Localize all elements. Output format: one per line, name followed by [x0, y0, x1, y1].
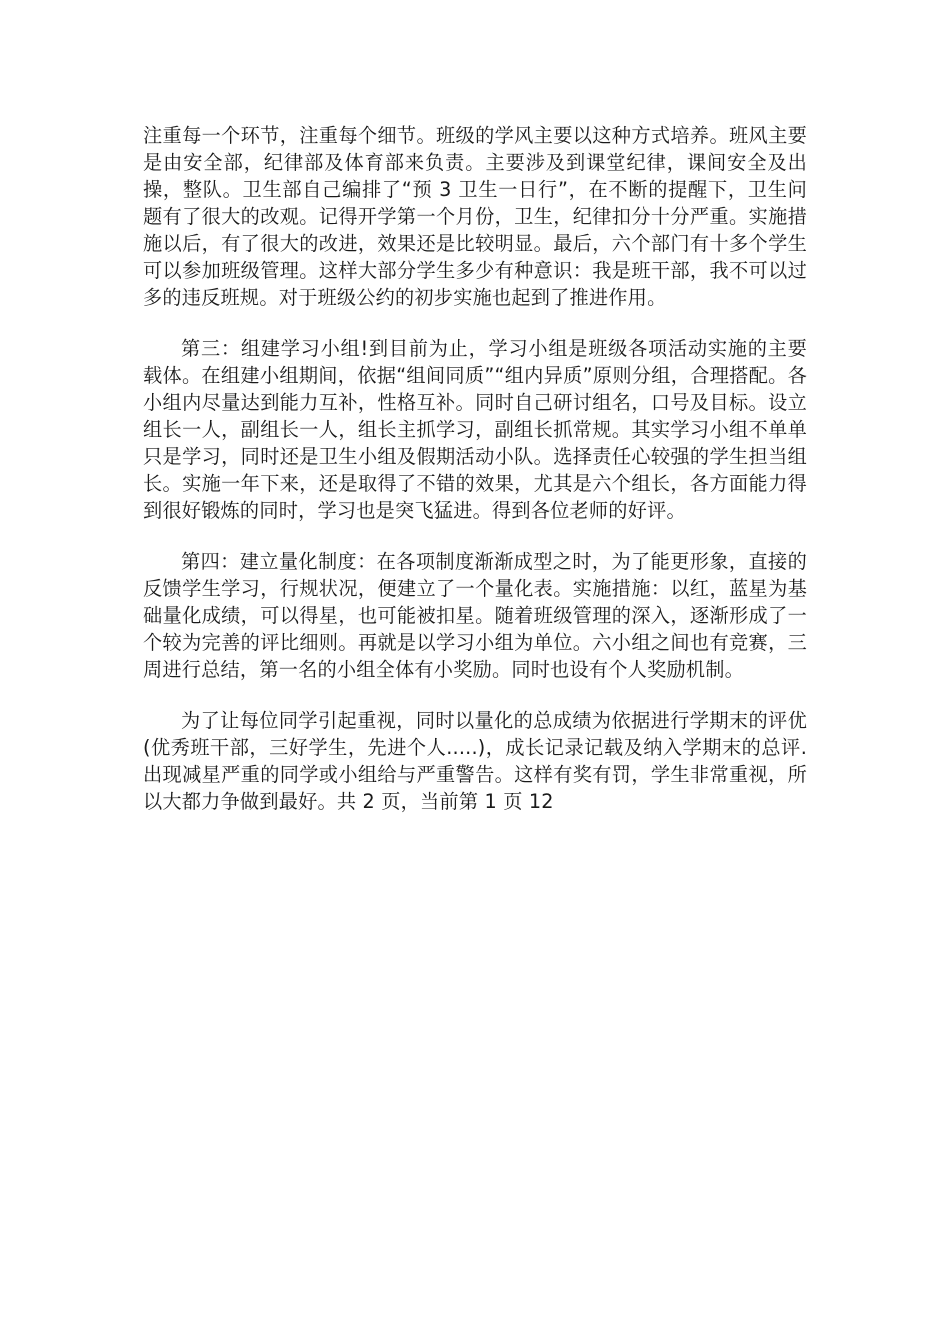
- paragraph-quantified-system: 第四：建立量化制度：在各项制度渐渐成型之时，为了能更形象，直接的反馈学生学习，行规状况，便建立了一个量化表。实施措施：以红，蓝星为基础量化成绩，可以得星，也可能被扣星。随着班级管理的深入，逐渐形成了一个较为完善的评比细则。再就是以学习小组为单位。六小组之间也有竞赛，三周进行总结，第一名的小组全体有小奖励。同时也设有个人奖励机制。: [143, 550, 807, 681]
- paragraph-study-groups: 第三：组建学习小组!到目前为止，学习小组是班级各项活动实施的主要载体。在组建小组期间，依据“组间同质”“组内异质”原则分组，合理搭配。各小组内尽量达到能力互补，性格互补。同时自己研讨组名，口号及目标。设立组长一人，副组长一人，组长主抓学习，副组长抓常规。其实学习小组不单单只是学习，同时还是卫生小组及假期活动小队。选择责任心较强的学生担当组长。实施一年下来，还是取得了不错的效果，尤其是六个组长，各方面能力得到很好锻炼的同时，学习也是突飞猛进。得到各位老师的好评。: [143, 337, 807, 522]
- paragraph-class-style: 注重每一个环节，注重每个细节。班级的学风主要以这种方式培养。班风主要是由安全部，纪律部及体育部来负责。主要涉及到课堂纪律，课间安全及出操，整队。卫生部自己编排了“预 3 卫生一日行”，在不断的提醒下，卫生问题有了很大的改观。记得开学第一个月份，卫生，纪律扣分十分严重。实施措施以后，有了很大的改进，效果还是比较明显。最后，六个部门有十多个学生可以参加班级管理。这样大部分学生多少有种意识：我是班干部，我不可以过多的违反班规。对于班级公约的初步实施也起到了推进作用。: [143, 124, 807, 309]
- document-page: [143, 122, 807, 839]
- paragraph-evaluation: 为了让每位同学引起重视，同时以量化的总成绩为依据进行学期末的评优(优秀班干部，三好学生，先进个人.....)，成长记录记载及纳入学期末的总评.出现减星严重的同学或小组给与严重警告。这样有奖有罚，学生非常重视，所以大都力争做到最好。共 2 页，当前第 1 页 12: [143, 709, 807, 813]
